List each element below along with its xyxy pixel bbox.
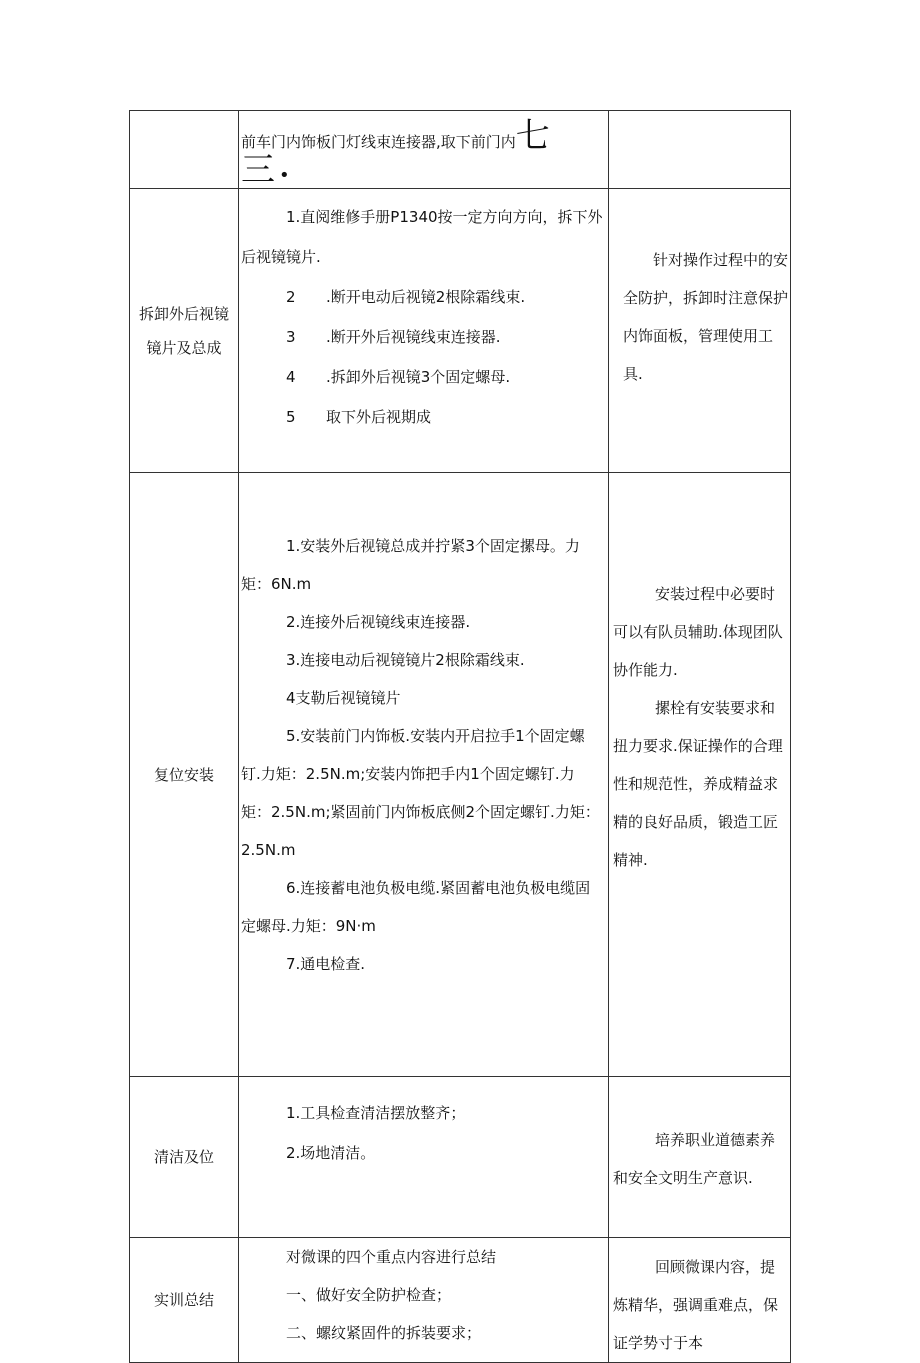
content-line: 5.安装前门内饰板.安装内开启拉手1个固定螺钉.力矩：2.5N.m;安装内饰把手内1个固定螺钉.力矩：2.5N.m;紧固前门内饰板底侧2个固定螺钉.力矩：2.5N.m <box>241 727 600 859</box>
note-text: 摞栓有安装要求和扭力要求.保证操作的合理性和规范性，养成精益求精的良好品质，锻造工匠精神. <box>613 699 783 869</box>
note-text: 培养职业道德素养和安全文明生产意识. <box>613 1131 776 1187</box>
row-note <box>609 1238 791 1363</box>
content-line: 对微课的四个重点内容进行总结 <box>286 1248 497 1266</box>
row-title-text: 实训总结 <box>153 1291 214 1309</box>
content-line: 6.连接蓄电池负极电缆.紧固蓄电池负极电缆固定螺母.力矩：9N·m <box>241 879 591 935</box>
content-glyph: 三 <box>241 150 275 187</box>
content-line: 2.场地清洁。 <box>286 1144 376 1162</box>
row-content <box>239 189 609 473</box>
content-line: 二、螺纹紧固件的拆装要求； <box>286 1324 482 1342</box>
row-content <box>239 473 609 1077</box>
row-title <box>130 111 239 189</box>
content-line: 7.通电检查. <box>286 955 366 973</box>
row-note <box>609 189 791 473</box>
row-title <box>130 189 239 473</box>
row-content <box>239 1077 609 1238</box>
content-line: 2.连接外后视镜线束连接器. <box>286 613 471 631</box>
row-content <box>239 1238 609 1363</box>
content-line: 一、做好安全防护检查； <box>286 1286 452 1304</box>
content-glyph: 七 <box>515 116 550 156</box>
procedure-table <box>129 110 791 1363</box>
row-note <box>609 111 791 189</box>
content-line: 前车门内饰板门灯线束连接器,取下前门内 <box>241 133 516 151</box>
row-title-text: 复位安装 <box>153 765 214 784</box>
content-line: 4支勒后视镜镜片 <box>286 689 401 707</box>
content-line: 4 .拆卸外后视镜3个固定螺母. <box>286 368 511 386</box>
table-row <box>130 1238 791 1363</box>
content-line: 5 取下外后视期成 <box>286 408 432 426</box>
row-title-text: 清洁及位 <box>153 1148 214 1166</box>
note-text: 针对操作过程中的安全防护，拆卸时注意保护内饰面板，管理使用工具. <box>623 251 789 383</box>
row-title-text: 拆卸外后视镜镜片及总成 <box>138 304 229 357</box>
row-note <box>609 1077 791 1238</box>
content-glyph: • <box>279 165 290 186</box>
content-line: 1.工具检查清洁摆放整齐； <box>286 1104 466 1122</box>
table-row <box>130 1077 791 1238</box>
row-title <box>130 1077 239 1238</box>
content-line: 3.连接电动后视镜镜片2根除霜线束. <box>286 651 525 669</box>
note-text: 安装过程中必要时可以有队员辅助.体现团队协作能力. <box>613 585 783 679</box>
row-content <box>239 111 609 189</box>
content-line: 2 .断开电动后视镜2根除霜线束. <box>286 288 526 306</box>
content-line: 3 .断开外后视镜线束连接器. <box>286 328 501 346</box>
row-title <box>130 1238 239 1363</box>
note-text: 回顾微课内容，提炼精华，强调重难点，保证学势寸于本 <box>613 1258 779 1352</box>
row-title <box>130 473 239 1077</box>
table-row <box>130 111 791 189</box>
table-row <box>130 473 791 1077</box>
table-row <box>130 189 791 473</box>
row-note <box>609 473 791 1077</box>
content-line: 1.安装外后视镜总成并拧紧3个固定摞母。力矩：6N.m <box>241 537 580 593</box>
content-line: 1.直阅维修手册P1340按一定方向方向，拆下外后视镜镜片. <box>241 208 603 266</box>
